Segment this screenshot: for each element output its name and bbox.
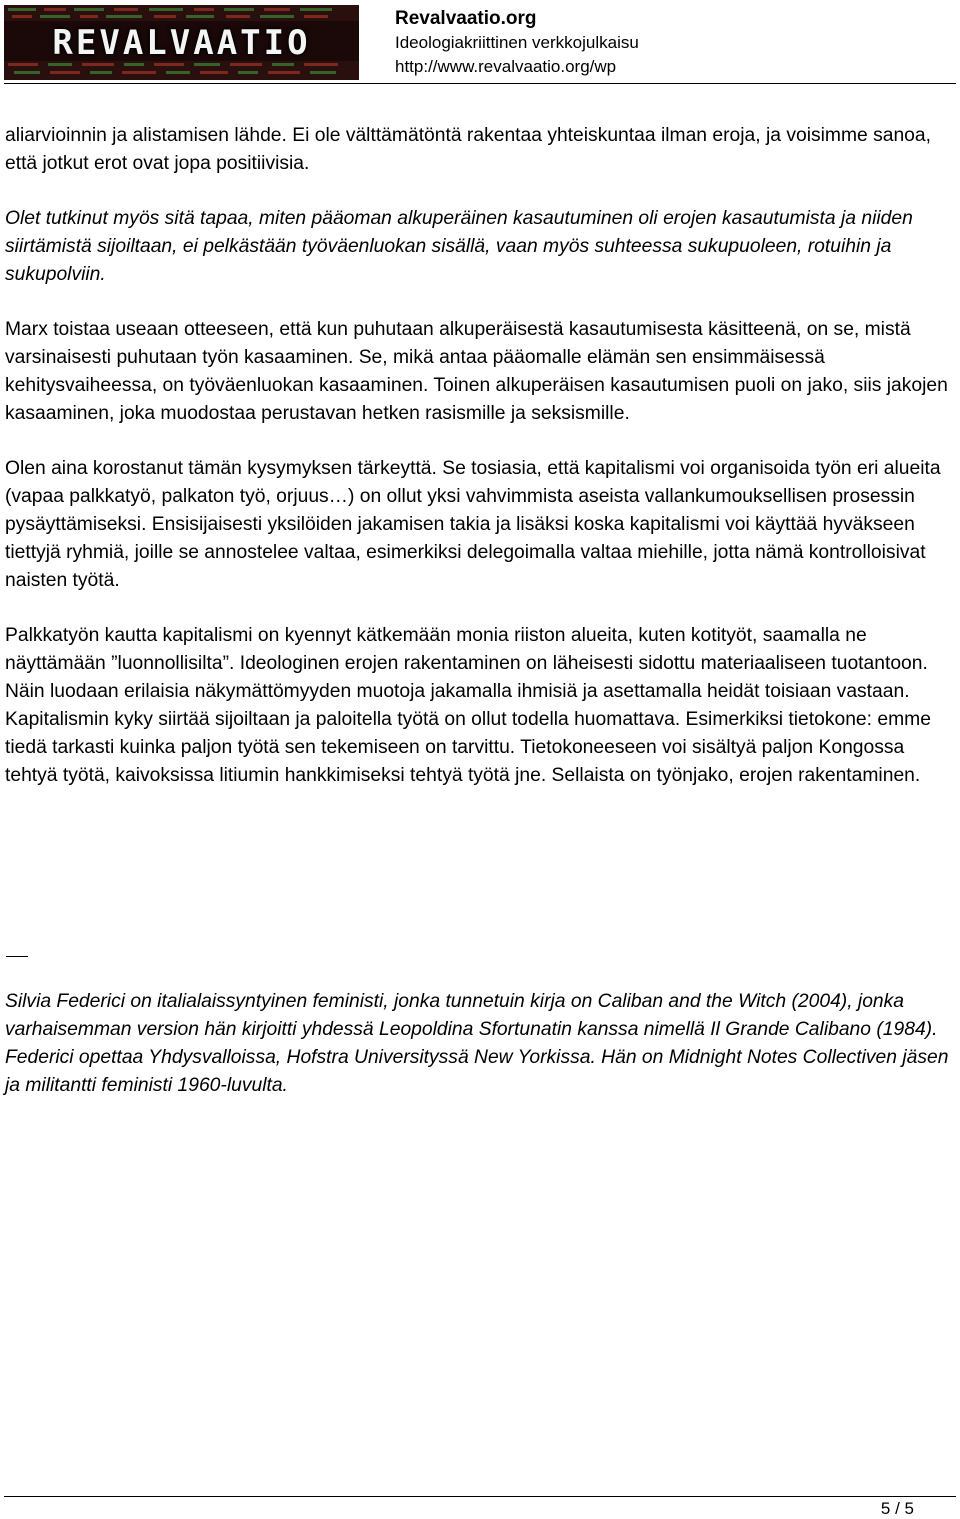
paragraph: Palkkatyön kautta kapitalismi on kyennyt kätkemään monia riiston alueita, kuten kotityöt, saamalla ne näyttämään ”luonnollisilta”. Ideologinen erojen rakentaminen on läheisesti sidottu materiaaliseen tuotantoon. Näin luodaan erilaisia näkymättömyyden muotoja jakamalla ihmisiä ja asettamalla heidät toisiaan vastaan. Kapitalismin kyky siirtää sijoiltaan ja paloitella työtä on ollut todella huomattava. Esimerkiksi tietokone: emme tiedä tarkasti kuinka paljon työtä sen tekemiseen on tarvittu. Tietokoneeseen voi sisältyä paljon Kongossa tehtyä työtä, kaivoksissa litiumin hankkimiseksi tehtyä työtä jne. Sellaista on työnjako, erojen rakentaminen. [5, 625, 931, 786]
article-body [5, 122, 955, 817]
bio-separator [6, 956, 28, 957]
logo-wordmark: REVALVAATIO [52, 23, 311, 63]
page-number: 5 / 5 [880, 1499, 914, 1518]
interview-question: Olet tutkinut myös sitä tapaa, miten pääoman alkuperäinen kasautuminen oli erojen kasautumista ja niiden siirtämistä sijoiltaan, ei pelkästään työväenluokan sisällä, vaan myös suhteessa sukupuoleen, rotuihin ja sukupolviin. [5, 208, 913, 285]
revalvaatio-logo [4, 5, 359, 80]
site-info [395, 7, 639, 79]
footer-divider [4, 1496, 956, 1497]
site-url: http://www.revalvaatio.org/wp [395, 57, 617, 76]
site-tagline: Ideologiakriittinen verkkojulkaisu [395, 33, 639, 52]
header-divider [4, 83, 956, 84]
author-bio: Silvia Federici on italialaissyntyinen feministi, jonka tunnetuin kirja on Caliban and the Witch (2004), jonka varhaisemman version hän kirjoitti yhdessä Leopoldina Sfortunatin kanssa nimellä Il Grande Calibano (1984). Federici opettaa Yhdysvalloissa, Hofstra Universityssä New Yorkissa. Hän on Midnight Notes Collectiven jäsen ja militantti feministi 1960-luvulta. [5, 991, 949, 1096]
paragraph: aliarvioinnin ja alistamisen lähde. Ei ole välttämätöntä rakentaa yhteiskuntaa ilman eroja, ja voisimme sanoa, että jotkut erot ovat jopa positiivisia. [5, 125, 931, 174]
paragraph: Marx toistaa useaan otteeseen, että kun puhutaan alkuperäisestä kasautumisesta käsitteenä, on se, mistä varsinaisesti puhutaan työn kasaaminen. Se, mikä antaa pääomalle elämän sen ensimmäisessä kehitysvaiheessa, on työväenluokan kasaaminen. Toinen alkuperäisen kasautumisen puoli on jako, siis jakojen kasaaminen, joka muodostaa perustavan hetken rasismille ja seksismille. [5, 319, 948, 424]
page-header [0, 0, 960, 84]
site-name: Revalvaatio.org [395, 8, 537, 29]
paragraph: Olen aina korostanut tämän kysymyksen tärkeyttä. Se tosiasia, että kapitalismi voi organisoida työn eri alueita (vapaa palkkatyö, palkaton työ, orjuus…) on ollut yksi vahvimmista aseista vallankumouksellisen prosessin pysäyttämiseksi. Ensisijaisesti yksilöiden jakamisen takia ja lisäksi koska kapitalismi voi käyttää hyväkseen tiettyjä ryhmiä, joille se annostelee valtaa, esimerkiksi delegoimalla valtaa miehille, jotta nämä kontrolloisivat naisten työtä. [5, 458, 941, 591]
